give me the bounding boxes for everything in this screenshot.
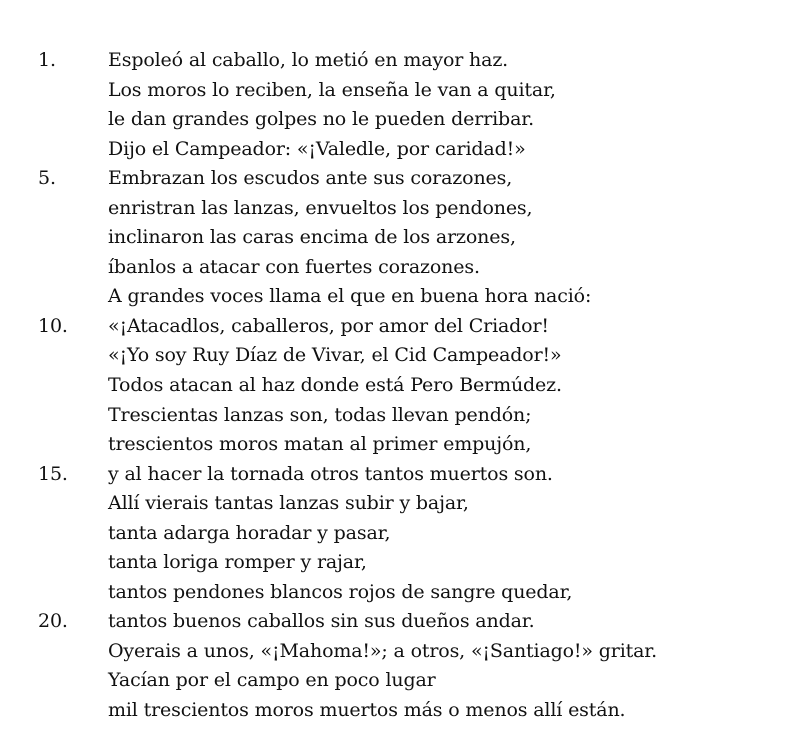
- verse-line: [0, 46, 787, 76]
- verse-line: [0, 371, 787, 401]
- verse-text: A grandes voces llama el que en buena hora nació:: [108, 285, 592, 308]
- verse-text: Yacían por el campo en poco lugar: [108, 669, 436, 692]
- verse-line: [0, 519, 787, 549]
- verse-number: 10.: [38, 314, 68, 337]
- verse-text: Espoleó al caballo, lo metió en mayor haz.: [108, 49, 509, 71]
- verse-text: íbanlos a atacar con fuertes corazones.: [108, 255, 480, 278]
- verse-text: Oyerais a unos, «¡Mahoma!»; a otros, «¡Santiago!» gritar.: [108, 639, 658, 662]
- verse-text: enristran las lanzas, envueltos los pendones,: [108, 196, 533, 219]
- verse-text: Todos atacan al haz donde está Pero Bermúdez.: [108, 374, 562, 397]
- verse-line: [0, 282, 787, 312]
- verse-line: [0, 341, 787, 371]
- verse-line: [0, 637, 787, 667]
- verse-text: tantos buenos caballos sin sus dueños andar.: [108, 610, 535, 633]
- verse-text: Embrazan los escudos ante sus corazones,: [108, 167, 513, 190]
- verse-line: [0, 105, 787, 135]
- verse-line: [0, 253, 787, 283]
- verse-text: «¡Yo soy Ruy Díaz de Vivar, el Cid Campeador!»: [108, 344, 562, 367]
- verse-text: Allí vierais tantas lanzas subir y bajar,: [108, 492, 469, 515]
- verse-number: 1.: [38, 49, 56, 71]
- verse-text: Los moros lo reciben, la enseña le van a quitar,: [108, 78, 556, 101]
- verse-text: «¡Atacadlos, caballeros, por amor del Criador!: [108, 314, 549, 337]
- verse-text: tanta loriga romper y rajar,: [108, 551, 367, 574]
- verse-line: [0, 489, 787, 519]
- verse-line: [0, 430, 787, 460]
- verse-line: [0, 578, 787, 608]
- verse-line: [0, 312, 787, 342]
- verse-number: 15.: [38, 462, 68, 485]
- verse-line: [0, 76, 787, 106]
- verse-text: Dijo el Campeador: «¡Valedle, por caridad!»: [108, 137, 526, 160]
- verse-line: [0, 548, 787, 578]
- verse-line: [0, 401, 787, 431]
- verse-line: [0, 223, 787, 253]
- verse-text: inclinaron las caras encima de los arzones,: [108, 226, 516, 249]
- verse-text: Trescientas lanzas son, todas llevan pendón;: [108, 403, 532, 426]
- verse-number: 20.: [38, 610, 68, 633]
- verse-text: trescientos moros matan al primer empujón,: [108, 433, 532, 456]
- verse-line: [0, 194, 787, 224]
- verse-text: y al hacer la tornada otros tantos muertos son.: [108, 462, 553, 485]
- verse-text: tantos pendones blancos rojos de sangre quedar,: [108, 580, 573, 603]
- verse-text: le dan grandes golpes no le pueden derribar.: [108, 108, 534, 131]
- verse-line: [0, 607, 787, 637]
- verse-line: [0, 696, 787, 726]
- verse-text: tanta adarga horadar y pasar,: [108, 521, 391, 544]
- verse-line: [0, 135, 787, 165]
- poem-verses: [0, 46, 787, 726]
- verse-number: 5.: [38, 167, 56, 190]
- verse-line: [0, 460, 787, 490]
- verse-line: [0, 164, 787, 194]
- verse-text: mil trescientos moros muertos más o menos allí están.: [108, 699, 626, 722]
- verse-line: [0, 666, 787, 696]
